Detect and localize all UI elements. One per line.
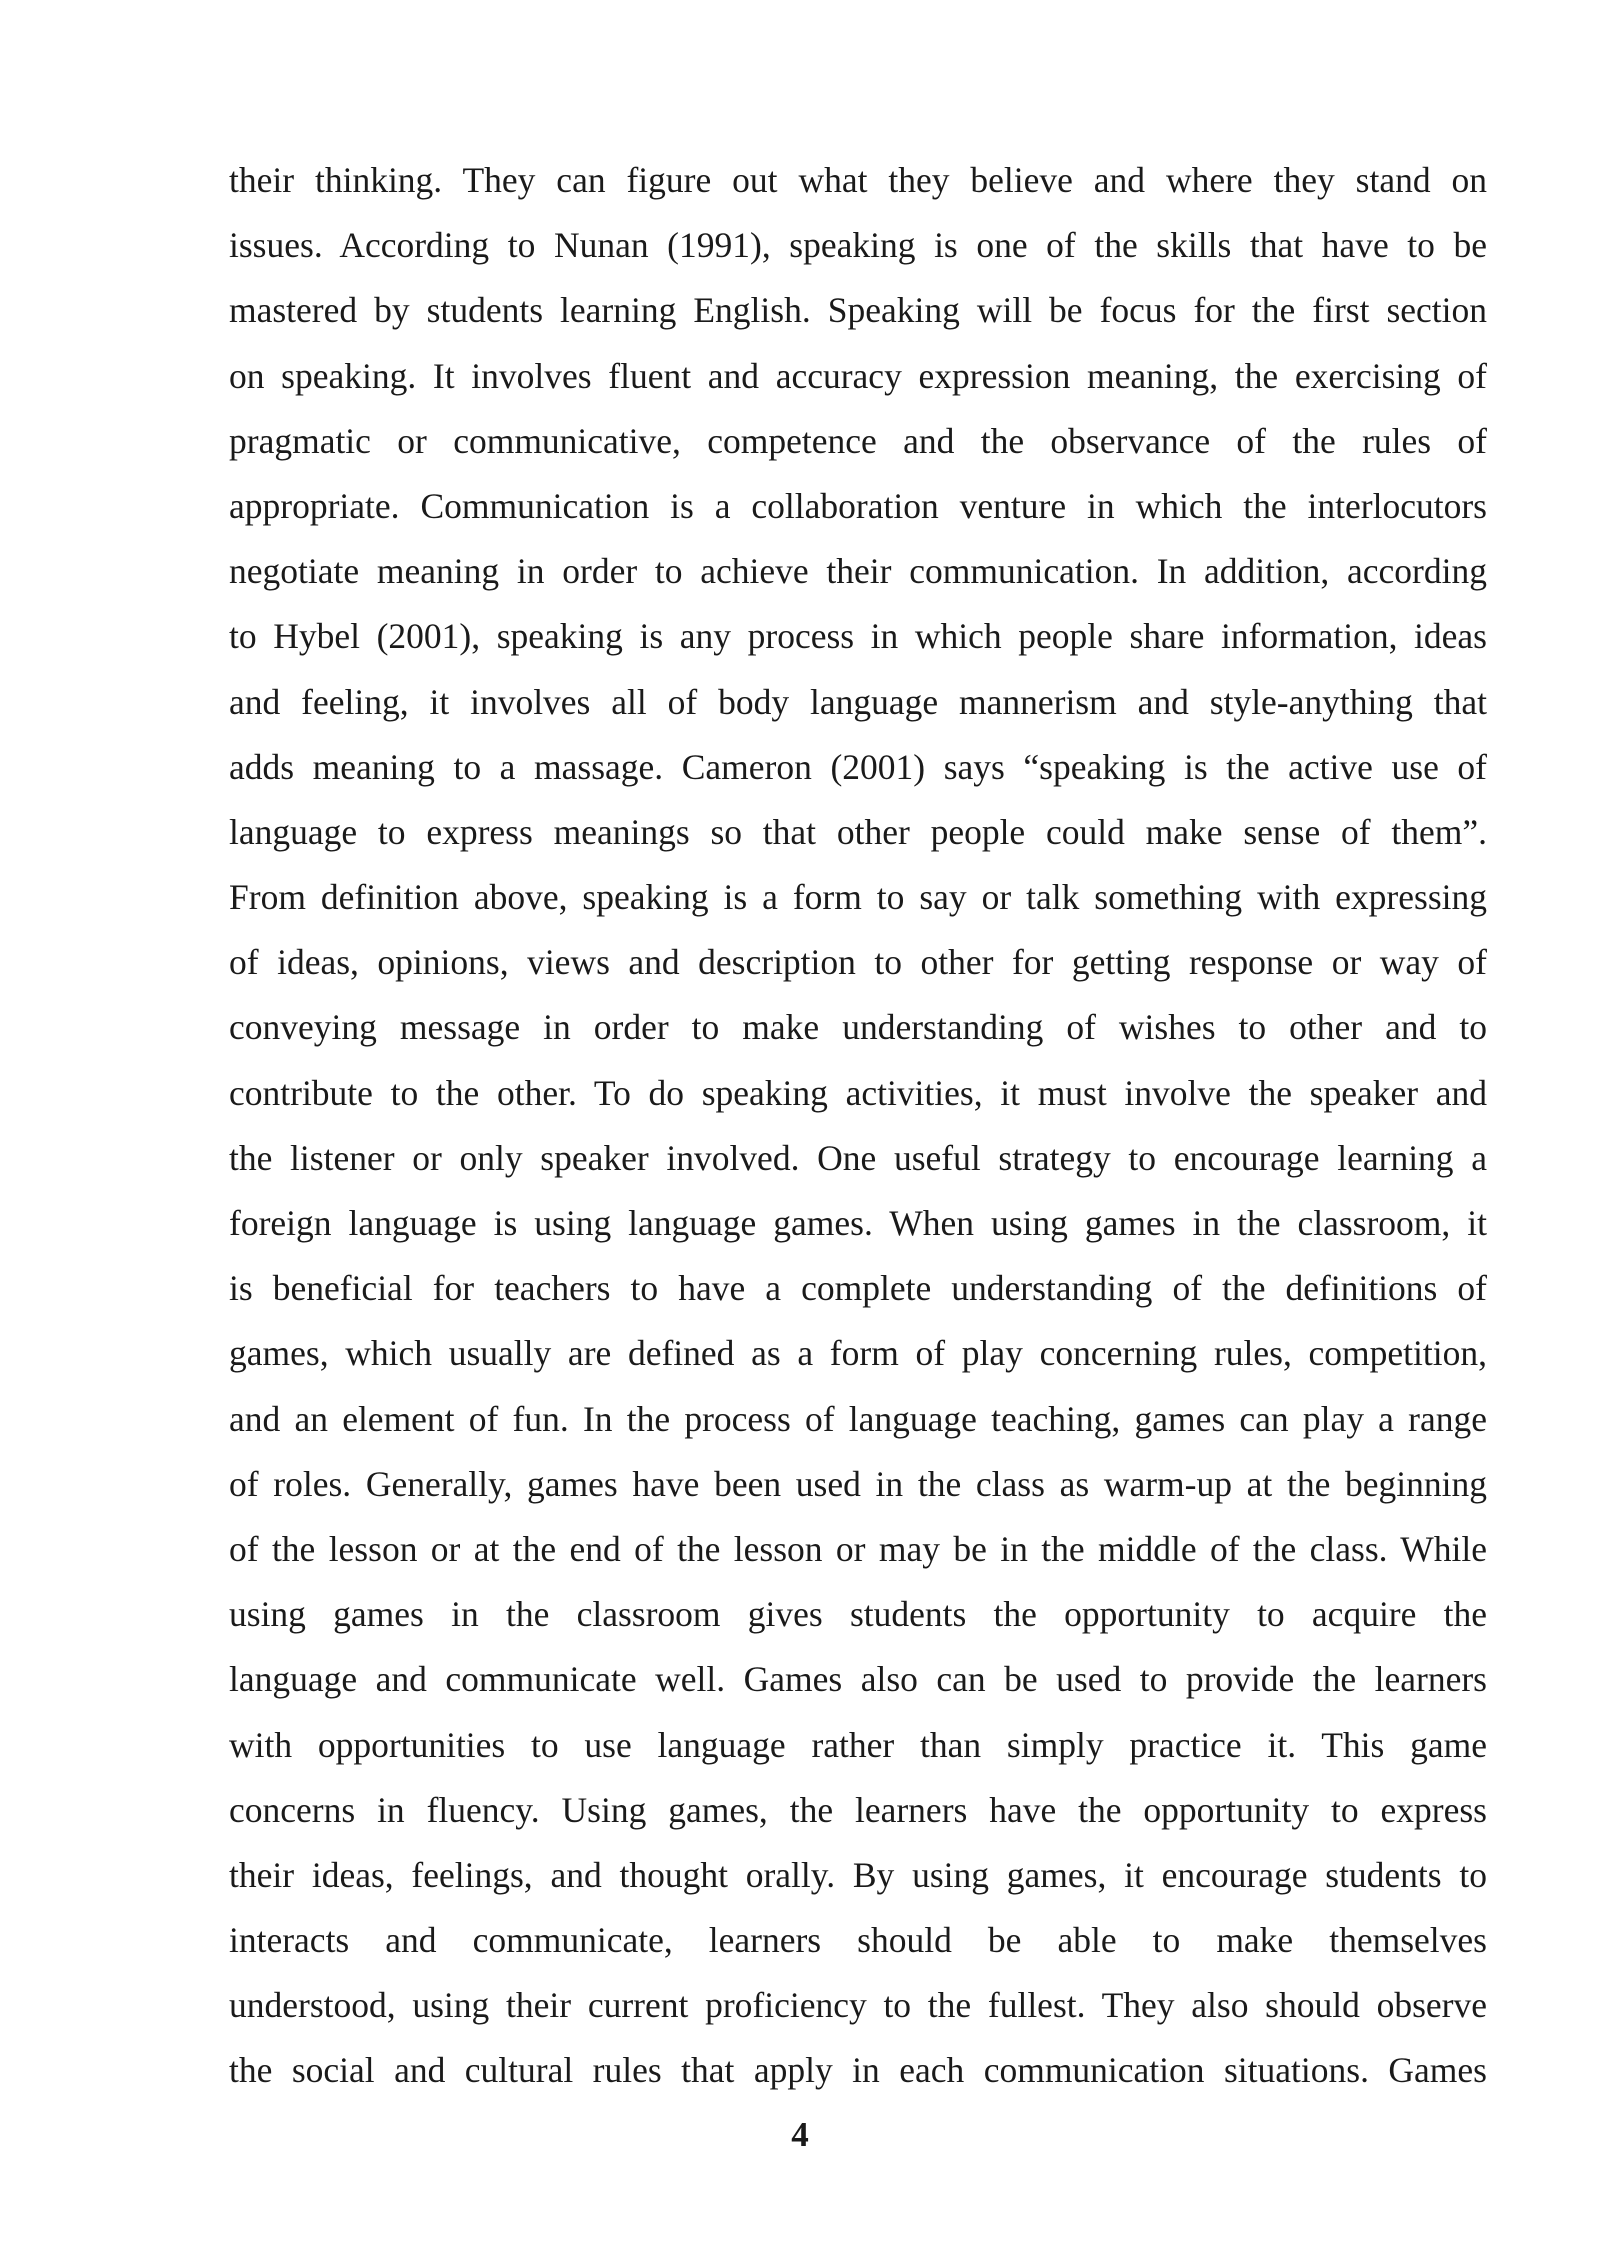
text-line: the social and cultural rules that apply in each communication situations. Games	[229, 2050, 1487, 2091]
text-line: foreign language is using language games. When using games in the classroom, it	[229, 1203, 1487, 1243]
text-line: on speaking. It involves fluent and accuracy expression meaning, the exercising of	[229, 355, 1487, 396]
text-line: concerns in fluency. Using games, the learners have the opportunity to express	[229, 1789, 1487, 1830]
text-line: and an element of fun. In the process of language teaching, games can play a range	[229, 1398, 1487, 1439]
text-line: their ideas, feelings, and thought orally. By using games, it encourage students to	[229, 1854, 1487, 1895]
text-line: the listener or only speaker involved. One useful strategy to encourage learning a	[229, 1137, 1487, 1178]
text-line: understood, using their current proficiency to the fullest. They also should observe	[229, 1985, 1487, 2026]
text-line: conveying message in order to make understanding of wishes to other and to	[229, 1007, 1487, 1048]
text-line: pragmatic or communicative, competence and the observance of the rules of	[229, 420, 1487, 461]
text-line: their thinking. They can figure out what they believe and where they stand on	[229, 160, 1487, 200]
text-line: using games in the classroom gives students the opportunity to acquire the	[229, 1594, 1487, 1635]
text-line: and feeling, it involves all of body language mannerism and style-anything that	[229, 681, 1487, 722]
text-line: negotiate meaning in order to achieve their communication. In addition, according	[229, 551, 1487, 592]
text-line: mastered by students learning English. Speaking will be focus for the first section	[229, 290, 1487, 331]
text-line: to Hybel (2001), speaking is any process in which people share information, ideas	[229, 616, 1487, 657]
text-line: of roles. Generally, games have been used in the class as warm-up at the beginning	[229, 1463, 1487, 1504]
text-line: of ideas, opinions, views and description to other for getting response or way of	[229, 942, 1487, 983]
text-line: with opportunities to use language rather than simply practice it. This game	[229, 1724, 1487, 1765]
body-paragraph	[229, 148, 1487, 2104]
text-line: adds meaning to a massage. Cameron (2001) says “speaking is the active use of	[229, 746, 1487, 787]
text-line: issues. According to Nunan (1991), speaking is one of the skills that have to be	[229, 225, 1487, 266]
text-line: From definition above, speaking is a form to say or talk something with expressing	[229, 877, 1487, 918]
text-line: games, which usually are defined as a form of play concerning rules, competition,	[229, 1333, 1487, 1374]
text-line: is beneficial for teachers to have a complete understanding of the definitions of	[229, 1268, 1487, 1309]
text-line: contribute to the other. To do speaking activities, it must involve the speaker and	[229, 1072, 1487, 1113]
text-line: language and communicate well. Games also can be used to provide the learners	[229, 1659, 1487, 1700]
text-line: appropriate. Communication is a collaboration venture in which the interlocutors	[229, 485, 1487, 526]
page-number: 4	[791, 2115, 809, 2154]
text-line: interacts and communicate, learners should be able to make themselves	[229, 1920, 1487, 1961]
text-line: language to express meanings so that other people could make sense of them”.	[229, 811, 1487, 852]
text-line: of the lesson or at the end of the lesson or may be in the middle of the class. While	[229, 1528, 1487, 1569]
